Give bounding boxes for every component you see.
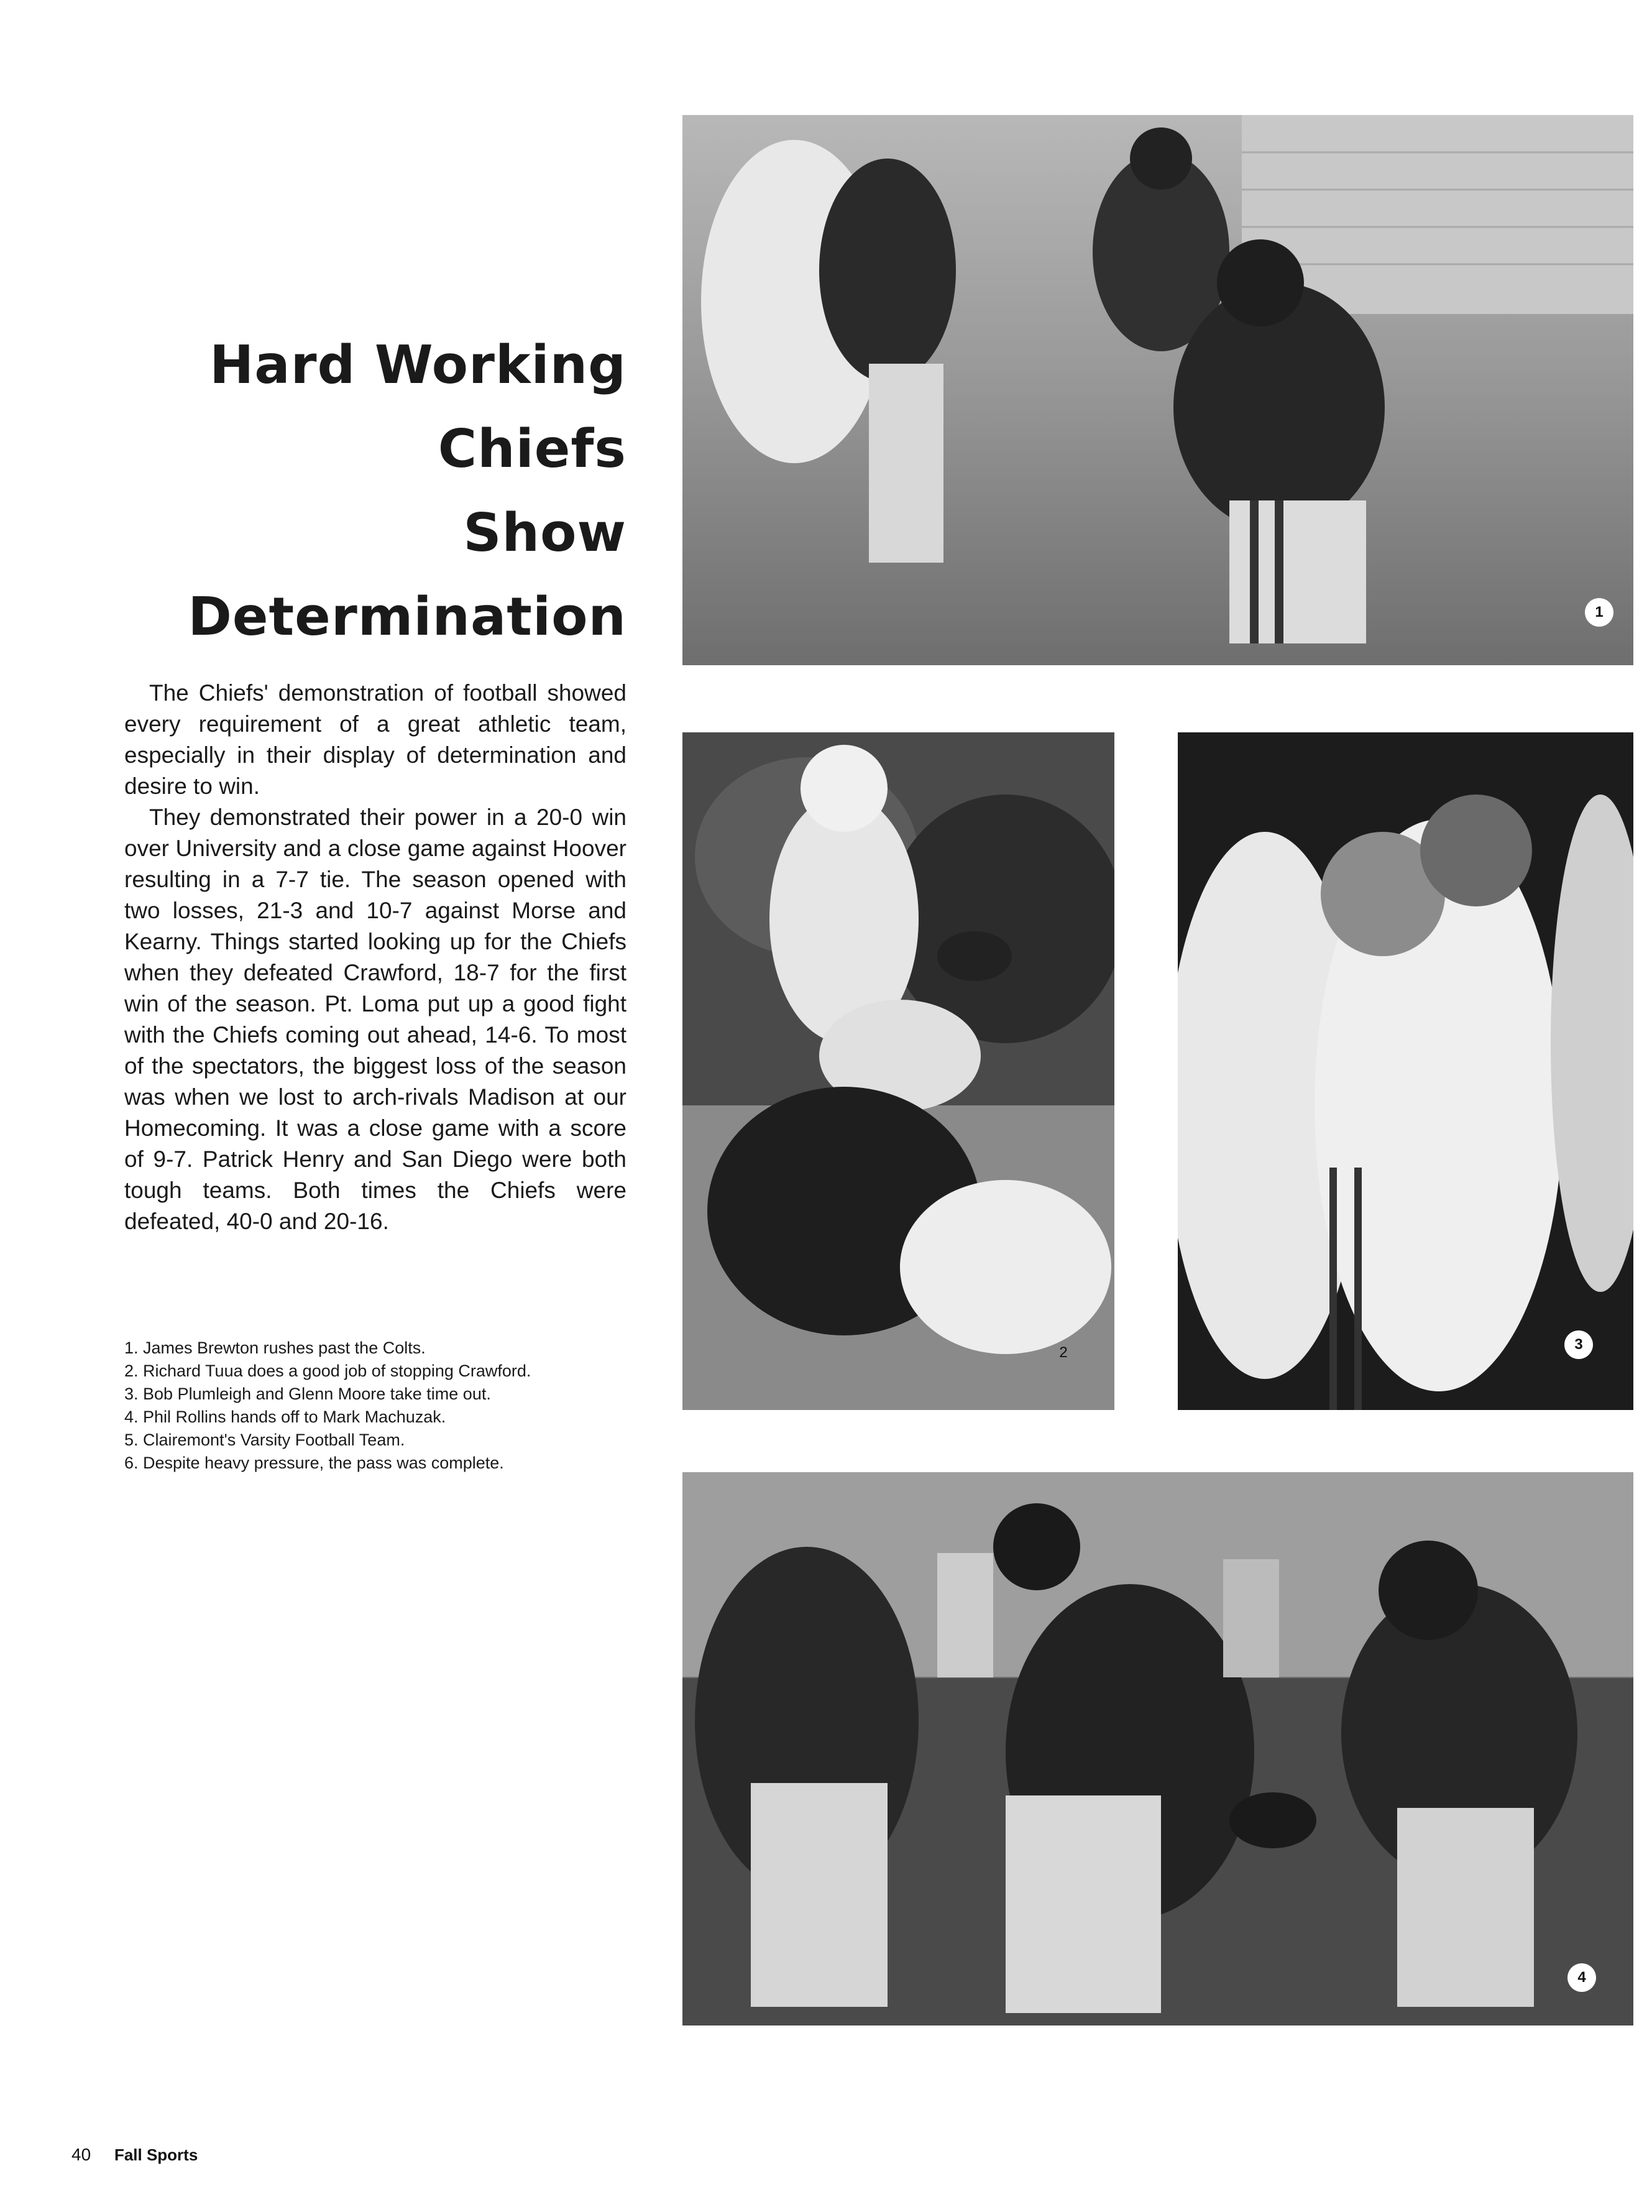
headline-line-2: Chiefs [438,418,626,480]
page-number: 40 [71,2145,91,2164]
page-footer [71,2145,198,2165]
page-headline [129,323,626,659]
section-name: Fall Sports [114,2145,198,2164]
photo-3-sideline [1178,732,1633,1410]
photo-number-badge: 2 [1059,1344,1068,1361]
headline-line-3: Show [463,502,626,564]
headline-line-4: Determination [188,586,626,648]
article-body [124,678,626,1237]
caption-item: 5. Clairemont's Varsity Football Team. [124,1431,405,1449]
photo-1-image [682,115,1633,665]
caption-item: 2. Richard Tuua does a good job of stopping Crawford. [124,1362,531,1380]
body-paragraph-1: The Chiefs' demonstration of football showed every requirement of a great athletic team, especially in their display of determination and desire to win. [124,680,626,799]
caption-item: 3. Bob Plumleigh and Glenn Moore take time out. [124,1385,491,1403]
photo-number-badge: 1 [1585,598,1613,627]
body-paragraph-2: They demonstrated their power in a 20-0 win over University and a close game against Hoover resulting in a 7-7 tie. The season opened with two losses, 21-3 and 10-7 against Morse and Kearny. Things started looking up for the Chiefs when they defeated Crawford, 18-7 for the first win of the season. Pt. Loma put up a good fight with the Chiefs coming out ahead, 14-6. To most of the spectators, the biggest loss of the season was when we lost to arch-rivals Madison at our Homecoming. It was a close game with a score of 9-7. Patrick Henry and San Diego were both tough teams. Both times the Chiefs were defeated, 40-0 and 20-16. [124,804,626,1234]
photo-1-runner [682,115,1633,665]
photo-captions [124,1337,634,1475]
photo-number-badge: 3 [1564,1330,1593,1359]
photo-4-image [682,1472,1633,2025]
headline-line-1: Hard Working [209,334,626,396]
photo-2-tackle [682,732,1114,1410]
photo-number-badge: 4 [1567,1963,1596,1992]
photo-2-image [682,732,1114,1410]
photo-3-image [1178,732,1633,1410]
caption-item: 4. Phil Rollins hands off to Mark Machuzak. [124,1408,446,1426]
caption-item: 1. James Brewton rushes past the Colts. [124,1339,426,1357]
photo-4-handoff [682,1472,1633,2025]
caption-item: 6. Despite heavy pressure, the pass was complete. [124,1454,504,1472]
